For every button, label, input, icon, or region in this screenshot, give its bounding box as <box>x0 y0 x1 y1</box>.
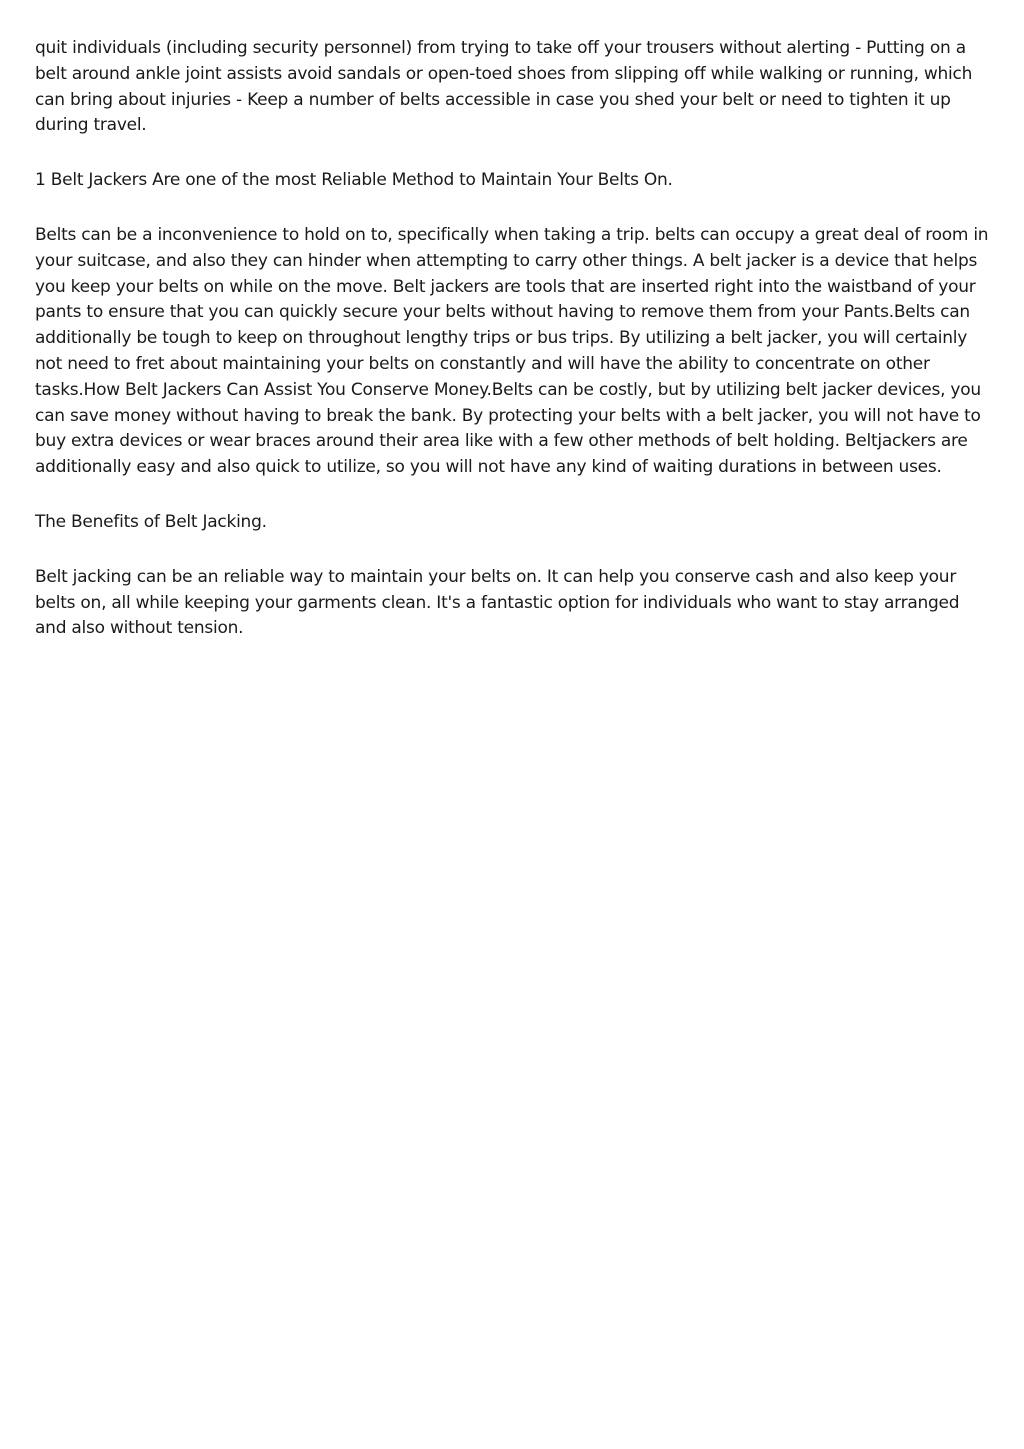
section-heading-belt-jackers: 1 Belt Jackers Are one of the most Reliable Method to Maintain Your Belts On. <box>35 170 673 191</box>
section-heading-benefits: The Benefits of Belt Jacking. <box>35 511 267 532</box>
paragraph-intro: quit individuals (including security personnel) from trying to take off your trousers without alerting - Putting on a belt around ankle joint assists avoid sandals or open-toed shoes from slipping off while walking or running, which can bring about injuries - Keep a number of belts accessible in case you shed your belt or need to tighten it up during travel. <box>35 38 973 136</box>
paragraph-benefits: Belt jacking can be an reliable way to maintain your belts on. It can help you conserve cash and also keep your belts on, all while keeping your garments clean. It's a fantastic option for individuals who want to stay arranged and also without tension. <box>35 566 960 639</box>
paragraph-belt-jackers: Belts can be a inconvenience to hold on to, specifically when taking a trip. belts can occupy a great deal of room in your suitcase, and also they can hinder when attempting to carry other things. A belt jacker is a device that helps you keep your belts on while on the move. Belt jackers are tools that are inserted right into the waistband of your pants to ensure that you can quickly secure your belts without having to remove them from your Pants.Belts can additionally be tough to keep on throughout lengthy trips or bus trips. By utilizing a belt jacker, you will certainly not need to fret about maintaining your belts on constantly and will have the ability to concentrate on other tasks.How Belt Jackers Can Assist You Conserve Money.Belts can be costly, but by utilizing belt jacker devices, you can save money without having to break the bank. By protecting your belts with a belt jacker, you will not have to buy extra devices or wear braces around their area like with a few other methods of belt holding. Beltjackers are additionally easy and also quick to utilize, so you will not have any kind of waiting durations in between uses. <box>35 224 989 478</box>
document-body <box>35 36 995 671</box>
